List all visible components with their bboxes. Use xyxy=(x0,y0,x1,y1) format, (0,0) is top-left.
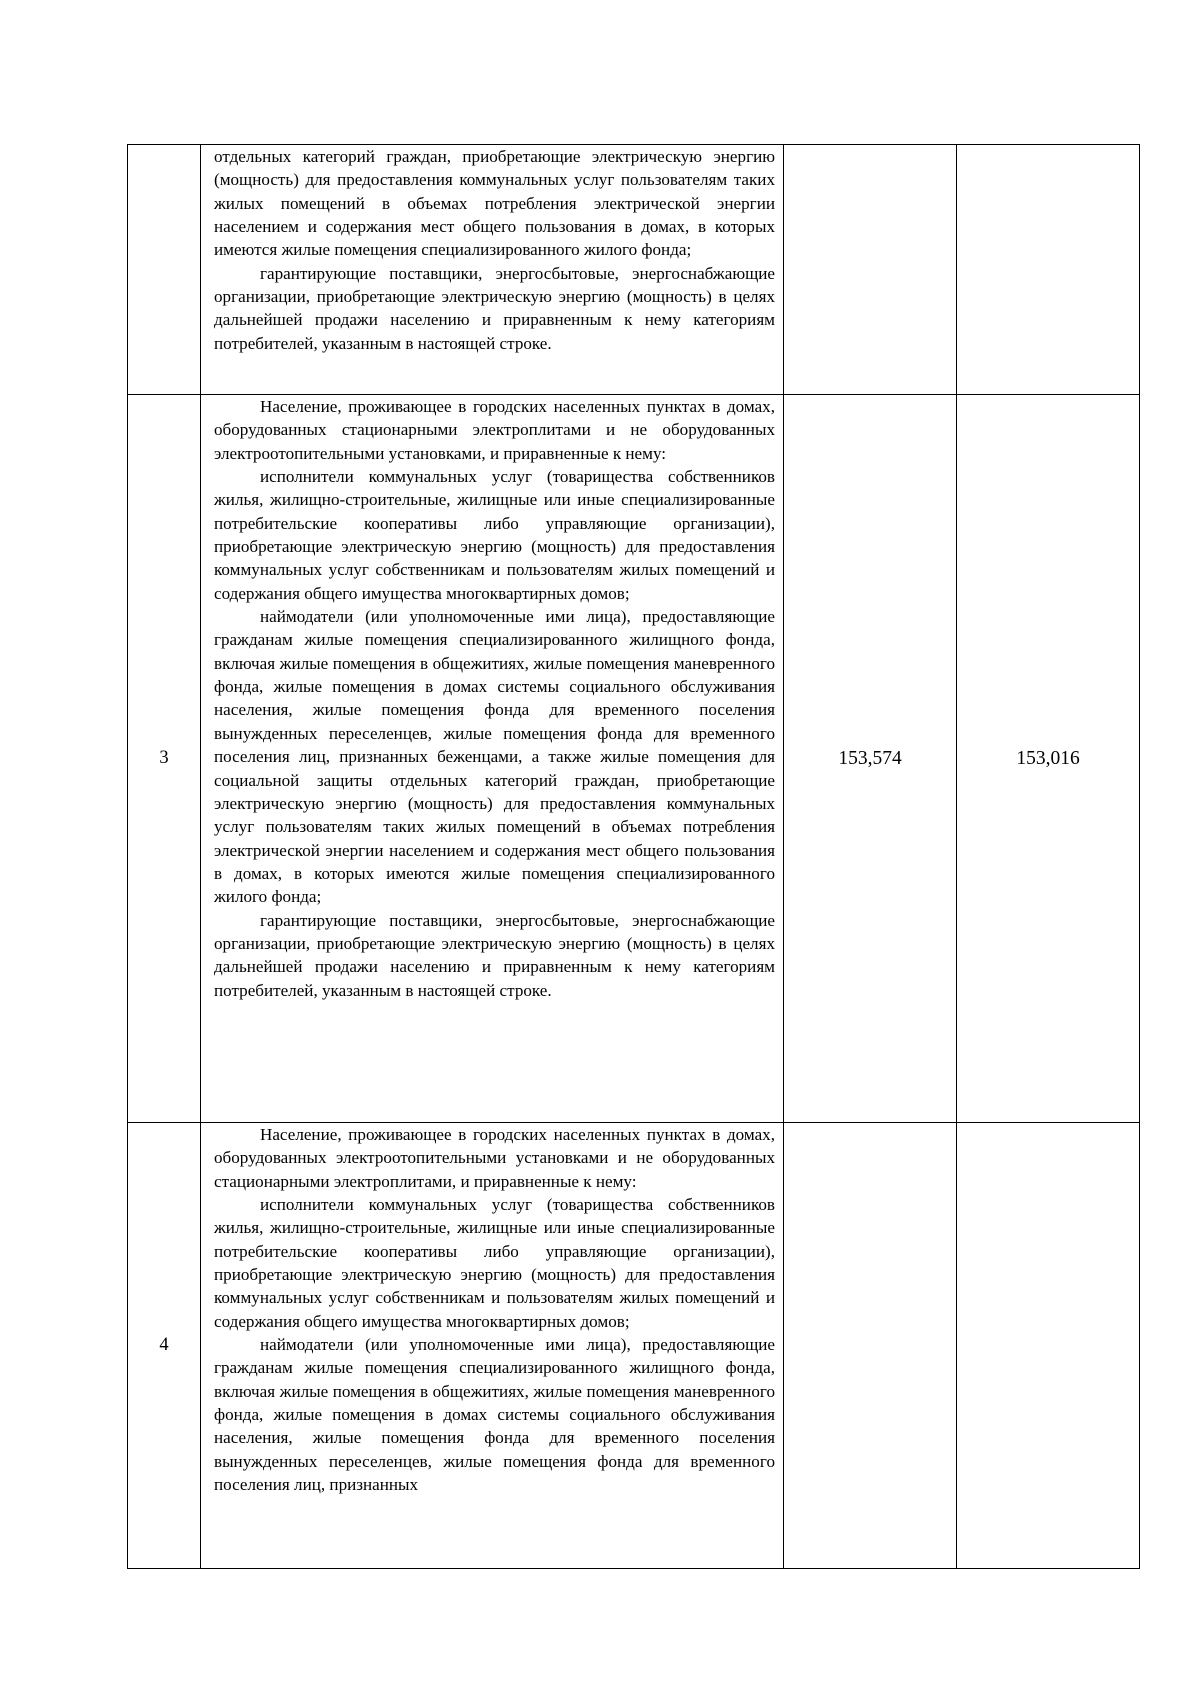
row-value-2 xyxy=(957,145,1140,395)
row-description xyxy=(201,395,784,1123)
description-paragraph: исполнители коммунальных услуг (товарищества собственников жилья, жилищно-строительные, жилищные или иные специализированные потребительские кооперативы либо управляющие организации), приобретающие электрическую энергию (мощность) для предоставления коммунальных услуг собственникам и пользователям жилых помещений и содержания общего имущества многоквартирных домов; xyxy=(214,467,775,603)
row-description xyxy=(201,1123,784,1569)
description-paragraph: гарантирующие поставщики, энергосбытовые, энергоснабжающие организации, приобретающие электрическую энергию (мощность) в целях дальнейшей продажи населению и приравненным к нему категориям потребителей, указанным в настоящей строке. xyxy=(214,910,775,1000)
table-row xyxy=(128,1123,1140,1569)
description-paragraph: гарантирующие поставщики, энергосбытовые, энергоснабжающие организации, приобретающие электрическую энергию (мощность) в целях дальнейшей продажи населению и приравненным к нему категориям потребителей, указанным в настоящей строке. xyxy=(214,263,775,353)
row-number: 3 xyxy=(128,395,201,1123)
description-paragraph: Население, проживающее в городских населенных пунктах в домах, оборудованных стационарными электроплитами и не оборудованных электроотопительными установками, и приравненные к нему: xyxy=(214,397,775,463)
row-value-2 xyxy=(957,1123,1140,1569)
table-row xyxy=(128,395,1140,1123)
row-description xyxy=(201,145,784,395)
description-paragraph: исполнители коммунальных услуг (товарищества собственников жилья, жилищно-строительные, жилищные или иные специализированные потребительские кооперативы либо управляющие организации), приобретающие электрическую энергию (мощность) для предоставления коммунальных услуг собственникам и пользователям жилых помещений и содержания общего имущества многоквартирных домов; xyxy=(214,1195,775,1331)
table-row xyxy=(128,145,1140,395)
description-paragraph: наймодатели (или уполномоченные ими лица), предоставляющие гражданам жилые помещения специализированного жилищного фонда, включая жилые помещения в общежитиях, жилые помещения маневренного фонда, жилые помещения в домах системы социального обслуживания населения, жилые помещения фонда для временного поселения вынужденных переселенцев, жилые помещения фонда для временного поселения лиц, признанных беженцами, а также жилые помещения для социальной защиты отдельных категорий граждан, приобретающие электрическую энергию (мощность) для предоставления коммунальных услуг пользователям таких жилых помещений в объемах потребления электрической энергии населением и содержания мест общего пользования в домах, в которых имеются жилые помещения специализированного жилого фонда; xyxy=(214,607,775,907)
description-paragraph: наймодатели (или уполномоченные ими лица), предоставляющие гражданам жилые помещения специализированного жилищного фонда, включая жилые помещения в общежитиях, жилые помещения маневренного фонда, жилые помещения в домах системы социального обслуживания населения, жилые помещения фонда для временного поселения вынужденных переселенцев, жилые помещения фонда для временного поселения лиц, признанных xyxy=(214,1335,775,1495)
row-value-1 xyxy=(784,145,957,395)
tariff-table xyxy=(127,144,1140,1569)
row-number: 4 xyxy=(128,1123,201,1569)
row-value-1: 153,574 xyxy=(784,395,957,1123)
row-value-2: 153,016 xyxy=(957,395,1140,1123)
row-value-1 xyxy=(784,1123,957,1569)
description-paragraph: Население, проживающее в городских населенных пунктах в домах, оборудованных электроотопительными установками и не оборудованных стационарными электроплитами, и приравненные к нему: xyxy=(214,1125,775,1191)
row-number xyxy=(128,145,201,395)
description-paragraph: отдельных категорий граждан, приобретающие электрическую энергию (мощность) для предоставления коммунальных услуг пользователям таких жилых помещений в объемах потребления электрической энергии населением и содержания мест общего пользования в домах, в которых имеются жилые помещения специализированного жилого фонда; xyxy=(214,147,775,260)
